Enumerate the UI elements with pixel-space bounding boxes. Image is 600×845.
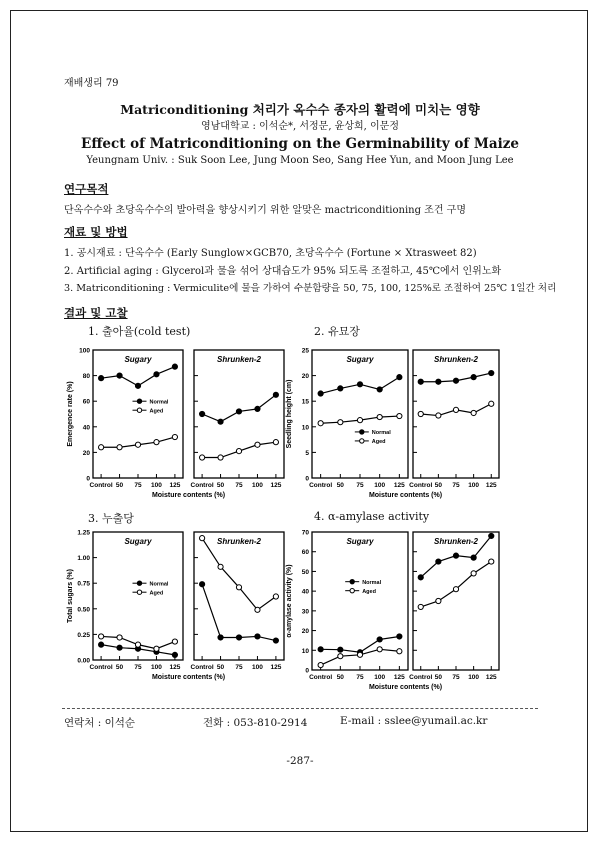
data-point [200,411,205,416]
data-point [200,582,205,587]
y-tick-label: 0 [305,667,309,675]
data-point [99,445,104,450]
data-point [200,455,205,460]
chart-title: 3. 누출당 [88,512,134,525]
x-tick-label: 75 [134,664,142,671]
x-axis-label: Moisture contents (%) [368,492,443,499]
y-tick-label: 15 [301,398,309,406]
legend-label: Normal [149,581,169,588]
footer-contact: 연락처 : 이석순 [64,717,136,729]
data-point [236,585,241,590]
x-tick-label: 50 [434,482,442,489]
chart-title: 1. 출아율(cold test) [88,325,191,338]
panel-title: Sugary [124,537,152,546]
data-point [397,375,402,380]
data-point [135,642,140,647]
objective-heading: 연구목적 [64,182,109,196]
panel-frame [93,532,183,660]
y-tick-label: 1.25 [77,529,90,537]
legend-label: Aged [362,588,376,595]
data-point [200,536,205,541]
panel-title: Shrunken-2 [216,355,262,364]
data-point [135,383,140,388]
x-tick-label: Control [409,674,433,681]
data-point [471,571,476,576]
data-point [218,635,223,640]
data-point [273,638,278,643]
x-tick-label: 100 [151,482,162,489]
y-tick-label: 20 [301,628,309,636]
data-point [99,634,104,639]
objective-text: 단옥수수와 초당옥수수의 발아력을 향상시키기 위한 알맞은 mactriconditioning 조건 구명 [64,205,466,216]
y-tick-label: 10 [301,424,309,432]
y-tick-label: 50 [301,568,309,576]
x-tick-label: Control [89,482,113,489]
results-heading: 결과 및 고찰 [64,306,128,320]
data-point [338,654,343,659]
data-point [236,635,241,640]
x-tick-label: Control [89,664,113,671]
panel-title: Sugary [346,537,374,546]
legend-label: Aged [149,408,164,415]
data-point [255,634,260,639]
y-tick-label: 100 [79,347,90,355]
data-point [489,559,494,564]
data-point [436,598,441,603]
panel-title: Shrunken-2 [433,537,479,546]
panel-frame [194,532,284,660]
y-tick-label: 70 [301,529,309,537]
legend-label: Normal [371,430,391,437]
data-point [117,445,122,450]
y-tick-label: 25 [301,347,309,355]
y-tick-label: 60 [82,398,90,406]
y-tick-label: 20 [301,373,309,381]
x-axis-label: Moisture contents (%) [151,674,226,681]
x-tick-label: 125 [485,674,497,681]
x-tick-label: 50 [216,664,225,671]
x-tick-label: 100 [374,482,386,489]
x-tick-label: Control [409,482,433,489]
x-tick-label: 75 [356,674,364,681]
data-point [489,370,494,375]
y-axis-label: Emergence rate (%) [67,381,74,447]
data-point [397,634,402,639]
method-item: 3. Matriconditioning : Vermiculite에 물을 가하여 수분함량을 50, 75, 100, 125%로 조절하여 25℃ 1일간 처리 [64,283,557,294]
x-tick-label: 50 [216,482,225,489]
y-tick-label: 60 [301,549,309,557]
panel-title: Sugary [346,355,374,364]
data-point [117,373,122,378]
data-point [377,387,382,392]
x-tick-label: 125 [169,482,181,489]
y-tick-label: 80 [82,373,90,381]
data-point [338,386,343,391]
legend-marker [137,408,141,412]
methods-heading: 재료 및 방법 [64,225,128,239]
x-axis-label: Moisture contents (%) [368,684,443,691]
x-tick-label: 100 [468,482,480,489]
x-axis-label: Moisture contents (%) [151,492,226,499]
x-tick-label: 100 [151,664,162,671]
x-tick-label: 125 [485,482,497,489]
x-tick-label: 50 [434,674,442,681]
data-point [172,364,177,369]
y-tick-label: 30 [301,608,309,616]
x-tick-label: 75 [235,664,243,671]
x-tick-label: 75 [235,482,243,489]
x-tick-label: 75 [356,482,364,489]
data-point [318,391,323,396]
data-point [453,407,458,412]
data-point [255,607,260,612]
data-point [418,604,423,609]
y-tick-label: 10 [301,647,309,655]
data-point [117,645,122,650]
data-point [397,413,402,418]
y-tick-label: 40 [301,588,309,596]
data-point [453,587,458,592]
y-tick-label: 0.75 [77,580,90,588]
data-point [318,662,323,667]
data-point [418,379,423,384]
x-tick-label: Control [190,482,214,489]
panel-title: Shrunken-2 [216,537,262,546]
x-tick-label: 125 [169,664,181,671]
title-english: Effect of Matriconditioning on the Germinability of Maize [81,136,519,152]
data-point [418,575,423,580]
x-tick-label: 50 [336,482,344,489]
data-point [255,406,260,411]
y-tick-label: 0.50 [77,606,90,614]
data-point [489,533,494,538]
data-point [218,419,223,424]
x-tick-label: 75 [452,482,460,489]
data-point [154,372,159,377]
data-point [471,555,476,560]
legend-label: Aged [149,590,164,597]
data-point [471,375,476,380]
data-point [236,449,241,454]
legend-marker [137,581,141,585]
x-tick-label: Control [309,482,333,489]
chart-title: 2. 유묘장 [314,325,360,338]
x-tick-label: 75 [452,674,460,681]
y-tick-label: 0.00 [77,657,90,665]
y-tick-label: 0.25 [77,631,90,639]
x-tick-label: 50 [115,664,124,671]
data-point [397,649,402,654]
x-tick-label: 100 [468,674,480,681]
data-point [273,392,278,397]
x-tick-label: 100 [374,674,386,681]
series-line [202,538,276,610]
y-tick-label: 20 [82,449,90,457]
data-point [255,442,260,447]
data-point [377,647,382,652]
data-point [172,652,177,657]
data-point [357,418,362,423]
data-point [172,434,177,439]
footer-email: E-mail : sslee@yumail.ac.kr [340,715,488,727]
x-tick-label: 125 [270,482,282,489]
panel-title: Sugary [124,355,152,364]
title-korean: Matriconditioning 처리가 옥수수 종자의 활력에 미치는 영향 [120,102,480,117]
x-tick-label: 100 [252,664,263,671]
legend-marker [137,590,141,594]
x-tick-label: 75 [134,482,142,489]
y-tick-label: 0 [305,475,309,483]
y-axis-label: Seedling height (cm) [286,379,293,449]
x-tick-label: 125 [393,482,405,489]
legend-label: Aged [371,439,386,446]
x-tick-label: 50 [336,674,344,681]
footer-phone: 전화 : 053-810-2914 [203,717,308,729]
data-point [273,440,278,445]
header-label: 재배생리 79 [64,78,119,89]
data-point [99,376,104,381]
data-point [418,411,423,416]
data-point [489,401,494,406]
data-point [236,409,241,414]
authors-english: Yeungnam Univ. : Suk Soon Lee, Jung Moon Seo, Sang Hee Yun, and Moon Jung Lee [86,155,514,166]
series-line [202,584,276,640]
data-point [218,455,223,460]
y-tick-label: 1.00 [77,555,90,563]
footer-divider [62,708,538,709]
data-point [338,420,343,425]
data-point [453,553,458,558]
legend-label: Normal [362,579,382,586]
data-point [453,378,458,383]
y-axis-label: α-amylase activity (%) [286,564,293,638]
y-tick-label: 5 [305,449,309,457]
data-point [154,646,159,651]
chart-title: 4. α-amylase activity [314,510,430,523]
x-tick-label: 100 [252,482,263,489]
data-point [357,382,362,387]
data-point [172,639,177,644]
legend-marker [350,579,354,583]
legend-marker [350,588,354,592]
x-tick-label: Control [309,674,333,681]
method-item: 1. 공시재료 : 단옥수수 (Early Sunglow×GCB70, 초당옥수수 (Fortune × Xtrasweet 82) [64,248,477,259]
data-point [218,564,223,569]
data-point [338,647,343,652]
legend-marker [137,399,141,403]
data-point [273,594,278,599]
data-point [318,647,323,652]
authors-korean: 영남대학교 : 이석순*, 서정문, 윤상희, 이문정 [200,121,400,132]
data-point [436,379,441,384]
data-point [377,637,382,642]
method-item: 2. Artificial aging : Glycerol과 물을 섞어 상대습도가 95% 되도록 조절하고, 45℃에서 인위노화 [64,266,502,277]
y-tick-label: 0 [86,475,90,483]
legend-marker [360,430,364,434]
panel-title: Shrunken-2 [433,355,479,364]
data-point [436,413,441,418]
data-point [135,442,140,447]
y-axis-label: Total sugars (%) [67,569,74,623]
data-point [117,635,122,640]
x-tick-label: Control [190,664,214,671]
legend-marker [360,439,364,443]
data-point [471,410,476,415]
x-tick-label: 50 [115,482,124,489]
series-line [202,395,276,422]
panel-frame [312,350,408,478]
data-point [154,440,159,445]
data-point [377,414,382,419]
data-point [99,642,104,647]
page-number: -287- [286,755,314,767]
data-point [436,559,441,564]
data-point [357,652,362,657]
data-point [318,421,323,426]
legend-label: Normal [149,399,169,406]
y-tick-label: 40 [82,424,90,432]
x-tick-label: 125 [393,674,405,681]
x-tick-label: 125 [270,664,282,671]
